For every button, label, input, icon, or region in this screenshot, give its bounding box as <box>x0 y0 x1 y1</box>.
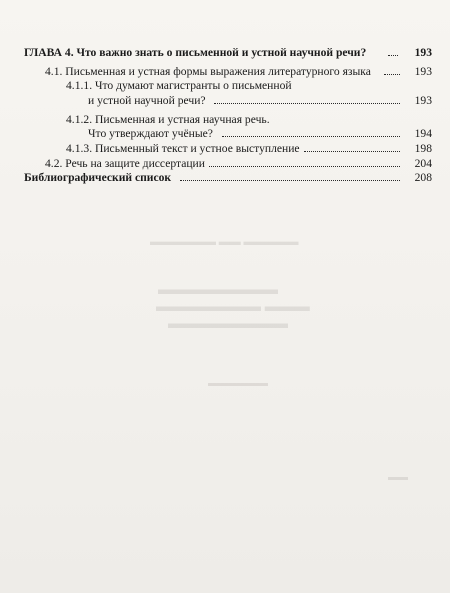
dot-leader <box>384 65 400 75</box>
toc-entry-title-line1: 4.1.2. Письменная и устная научная речь. <box>66 113 270 126</box>
toc-entry-4-1-3[interactable] <box>0 142 450 155</box>
toc-entry-page: 193 <box>414 46 432 59</box>
toc-entry-4-1-2[interactable] <box>0 113 450 141</box>
dot-leader <box>209 157 400 167</box>
toc-entry-page: 204 <box>414 157 432 170</box>
toc-entry-4-1-1[interactable] <box>0 79 450 107</box>
toc-entry-page: 193 <box>414 94 432 107</box>
toc-entry-title-line2: и устной научной речи? <box>88 94 206 107</box>
toc-entry-page: 198 <box>414 142 432 155</box>
dot-leader <box>388 46 398 56</box>
toc-entry-title: 4.2. Речь на защите диссертации <box>45 157 205 170</box>
toc-entry-title-line1: 4.1.1. Что думают магистранты о письменной <box>66 79 292 92</box>
bleed-through-mark: ▬▬ <box>388 472 408 483</box>
toc-entry-chapter-4[interactable] <box>0 46 450 59</box>
toc-entry-page: 208 <box>414 171 432 184</box>
toc-entry-bibliography[interactable] <box>0 171 450 184</box>
toc-entry-page: 194 <box>414 127 432 140</box>
toc-entry-title: Библиографический список <box>24 171 172 184</box>
bleed-through-mark: ▬▬▬▬▬▬▬▬ <box>168 316 288 332</box>
bleed-through-mark: ▬▬▬ ▬▬▬▬▬▬▬ <box>156 299 310 315</box>
bleed-through-mark: ▬▬▬▬▬▬ <box>208 378 268 389</box>
toc-entry-4-1[interactable] <box>0 65 450 78</box>
toc-entry-title: ГЛАВА 4. Что важно знать о письменной и устной научной речи? <box>24 46 367 59</box>
dot-leader <box>304 142 400 152</box>
dot-leader <box>222 127 400 137</box>
toc-entry-title: 4.1.3. Письменный текст и устное выступление <box>66 142 300 155</box>
toc-entry-title: 4.1. Письменная и устная формы выражения литературного языка <box>45 65 371 78</box>
toc-entry-title-line2: Что утверждают учёные? <box>88 127 213 140</box>
dot-leader <box>214 94 400 104</box>
toc-entry-page: 193 <box>414 65 432 78</box>
toc-entry-4-2[interactable] <box>0 157 450 170</box>
bleed-through-mark: ▬▬▬▬▬ ▬▬ ▬▬▬▬▬▬ <box>150 236 299 248</box>
bleed-through-mark: ▬▬▬▬▬▬▬▬ <box>158 282 278 298</box>
dot-leader <box>180 171 400 181</box>
